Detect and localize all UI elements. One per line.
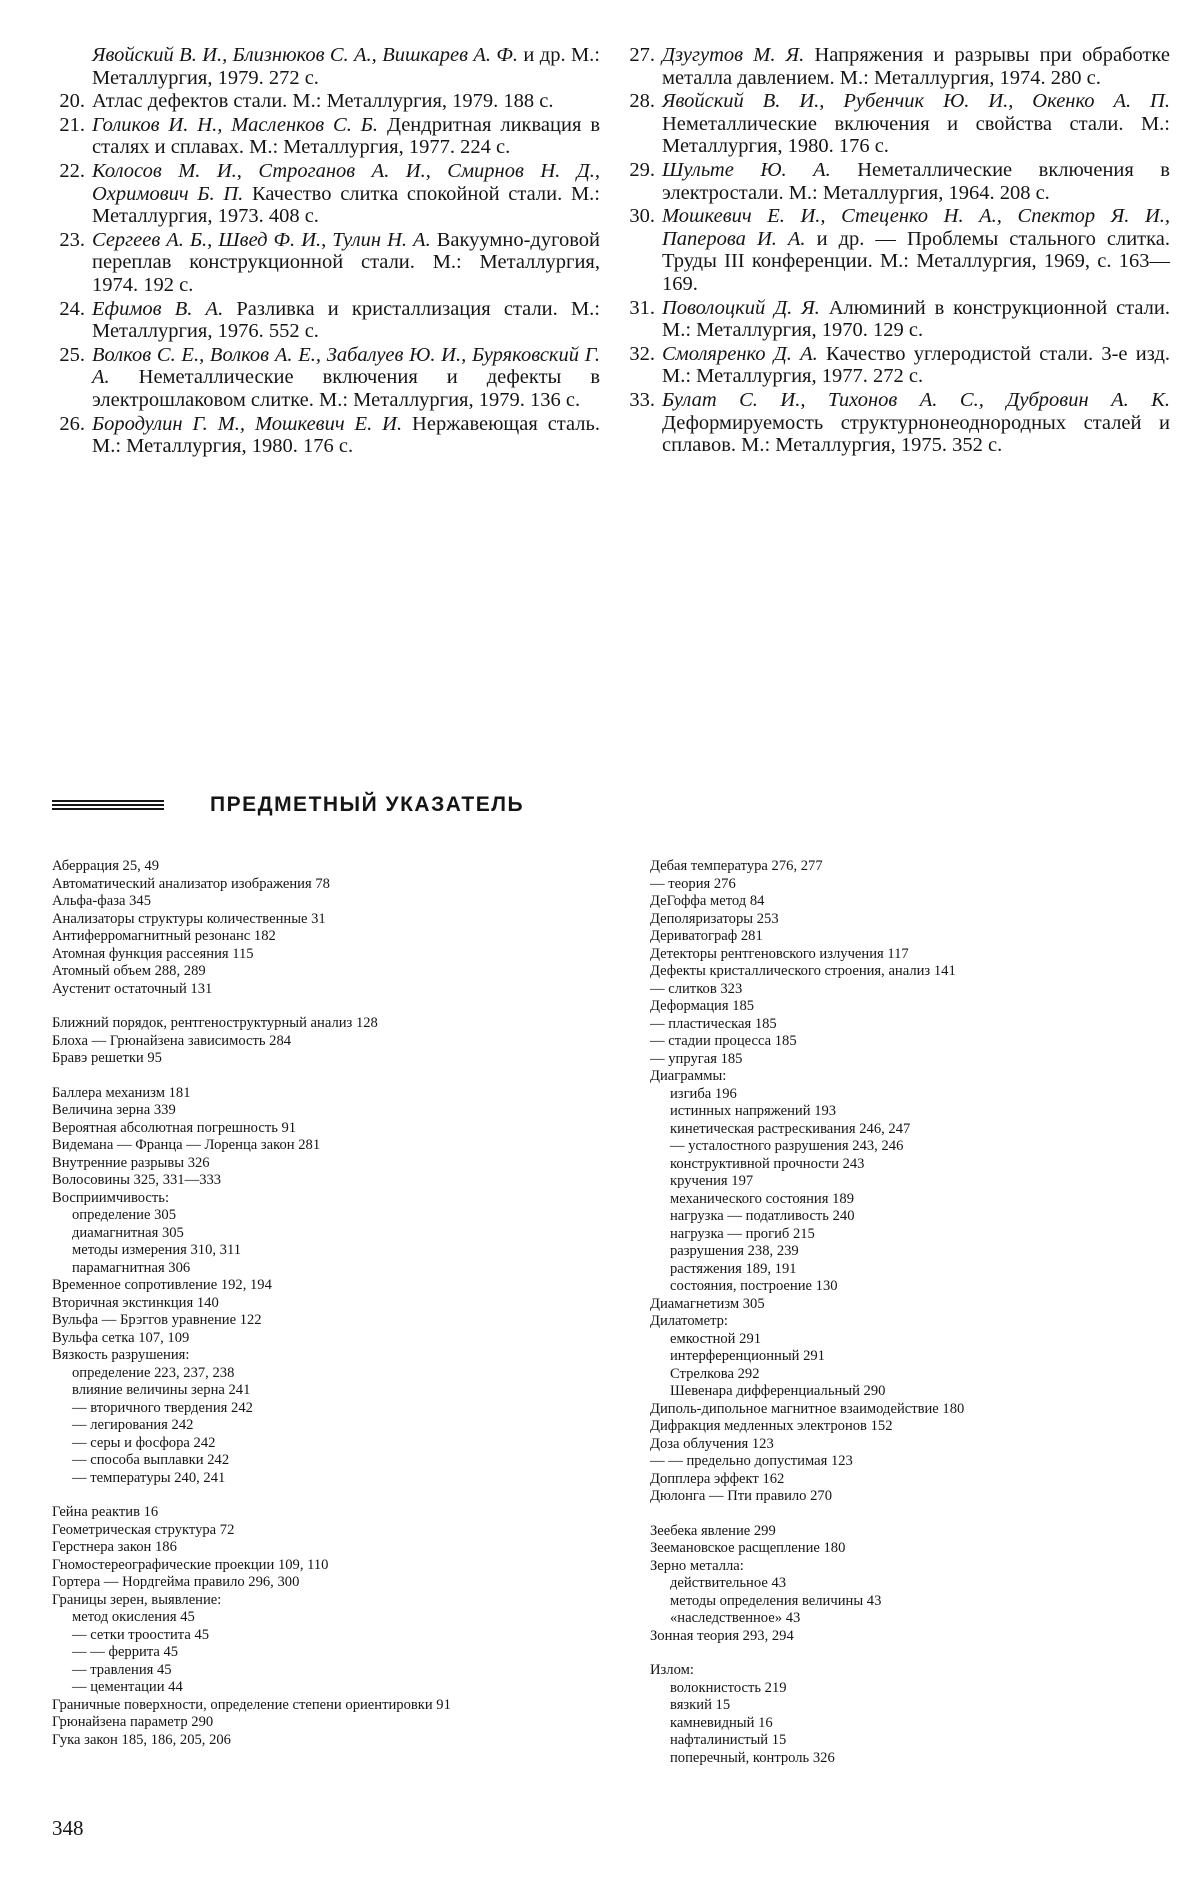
- index-subentry: — легирования 242: [72, 1417, 194, 1433]
- reference-authors: Шульте Ю. А.: [662, 158, 831, 181]
- index-subentry: — серы и фосфора 242: [72, 1434, 216, 1451]
- reference-authors: Бородулин Г. М., Мошкевич Е. И.: [92, 412, 403, 435]
- heading-rule-decoration: [52, 800, 164, 810]
- index-entry: Зеебека явление 299: [650, 1522, 776, 1539]
- index-subentry: емкостной 291: [670, 1330, 762, 1347]
- reference-number: 25.: [59, 343, 85, 366]
- reference-item: [52, 229, 600, 297]
- index-subentry: диамагнитная 305: [72, 1224, 184, 1241]
- reference-item: [52, 344, 600, 412]
- reference-item: [622, 205, 1170, 295]
- index-subentry: определение 223, 237, 238: [72, 1364, 235, 1381]
- index-entry: Дебая температура 276, 277: [650, 858, 823, 874]
- index-entry: Герстнера закон 186: [52, 1539, 177, 1555]
- index-entry: Анализаторы структуры количественные 31: [52, 910, 326, 927]
- index-entry: Зонная теория 293, 294: [650, 1627, 794, 1644]
- index-entry: — стадии процесса 185: [650, 1033, 797, 1049]
- index-subentry: нафталинистый 15: [670, 1732, 787, 1748]
- index-subentry: волокнистость 219: [670, 1679, 787, 1696]
- reference-details: Неметаллические включения и свойства стали. М.: Металлургия, 1980. 176 с.: [662, 112, 1170, 158]
- reference-details: Нержавеющая сталь. М.: Металлургия, 1980. 176 с.: [92, 412, 600, 458]
- index-subentry: кручения 197: [670, 1173, 754, 1189]
- index-entry: Аберрация 25, 49: [52, 858, 160, 874]
- reference-details: Разливка и кристаллизация стали. М.: Металлургия, 1976. 552 с.: [92, 297, 600, 343]
- index-subentry: растяжения 189, 191: [670, 1260, 797, 1277]
- index-entry: Деполяризаторы 253: [650, 910, 779, 927]
- index-entry: Временное сопротивление 192, 194: [52, 1277, 272, 1293]
- reference-text: [662, 205, 1170, 295]
- index-left-column: [52, 858, 600, 1767]
- reference-text: [92, 114, 600, 159]
- index-entry: Видемана — Франца — Лоренца закон 281: [52, 1137, 321, 1153]
- reference-text: [92, 160, 600, 228]
- reference-details: Напряжения и разрывы при обработке металла давлением. М.: Металлургия, 1974. 280 с.: [662, 44, 1170, 89]
- index-subentry: — температуры 240, 241: [72, 1469, 226, 1486]
- index-entry: Дилатометр:: [650, 1313, 728, 1329]
- references-left-column: [52, 44, 600, 459]
- reference-item: [52, 44, 600, 89]
- reference-authors: Явойский В. И., Рубенчик Ю. И., Окенко А. П.: [662, 90, 1170, 113]
- index-entry: Восприимчивость:: [52, 1189, 169, 1206]
- references-right-column: [622, 44, 1170, 459]
- index-subentry: — цементации 44: [72, 1679, 183, 1695]
- index-subentry: истинных напряжений 193: [670, 1103, 837, 1119]
- index-entry: Аустенит остаточный 131: [52, 980, 213, 997]
- reference-authors: Сергеев А. Б., Швед Ф. И., Тулин Н. А.: [92, 228, 431, 251]
- index-entry: Граничные поверхности, определение степени ориентировки 91: [52, 1696, 451, 1713]
- index-entry: Вероятная абсолютная погрешность 91: [52, 1119, 297, 1136]
- index-entry: — слитков 323: [650, 980, 743, 997]
- index-subentry: — сетки троостита 45: [72, 1626, 210, 1643]
- reference-details: Качество углеродистой стали. 3-е изд. М.: Металлургия, 1977. 272 с.: [662, 342, 1170, 388]
- reference-authors: Дзугутов М. Я.: [662, 44, 805, 66]
- reference-details: и др. — Проблемы стального слитка. Труды III конференции. М.: Металлургия, 1969, с. 163—169.: [662, 227, 1170, 295]
- index-entry: Баллера механизм 181: [52, 1084, 191, 1101]
- index-entry: Вязкость разрушения:: [52, 1347, 190, 1363]
- index-entry: Дериватограф 281: [650, 928, 763, 944]
- reference-number: 26.: [59, 412, 85, 435]
- reference-authors: Явойский В. И., Близнюков С. А., Вишкарев А. Ф.: [92, 44, 519, 66]
- index-subentry: камневидный 16: [670, 1714, 773, 1731]
- reference-item: [52, 298, 600, 343]
- reference-details: Качество слитка спокойной стали. М.: Металлургия, 1973. 408 с.: [92, 182, 600, 228]
- reference-item: [622, 44, 1170, 89]
- index-entry: Вульфа сетка 107, 109: [52, 1329, 190, 1346]
- index-subentry: конструктивной прочности 243: [670, 1155, 865, 1172]
- reference-details: Неметаллические включения и дефекты в электрошлаковом слитке. М.: Металлургия, 1979. 136 с.: [92, 366, 600, 411]
- reference-item: [622, 389, 1170, 457]
- reference-authors: Колосов М. И., Строганов А. И., Смирнов Н. Д., Охримович Б. П.: [92, 159, 600, 205]
- index-entry: Блоха — Грюнайзена зависимость 284: [52, 1032, 292, 1049]
- reference-authors: Волков С. Е., Волков А. Е., Забалуев Ю. И., Буряковский Г. А.: [92, 343, 600, 389]
- index-entry: ДеГоффа метод 84: [650, 893, 765, 909]
- section-heading: [52, 790, 612, 820]
- index-entry: Дюлонга — Пти правило 270: [650, 1488, 833, 1504]
- index-subentry: — — феррита 45: [72, 1644, 179, 1660]
- reference-text: [662, 343, 1170, 388]
- index-entry: Антиферромагнитный резонанс 182: [52, 928, 276, 944]
- index-subentry: нагрузка — податливость 240: [670, 1208, 855, 1224]
- index-subentry: Шевенара дифференциальный 290: [670, 1383, 886, 1399]
- index-entry: Геометрическая структура 72: [52, 1521, 235, 1538]
- index-subentry: нагрузка — прогиб 215: [670, 1225, 815, 1242]
- index-entry: Границы зерен, выявление:: [52, 1591, 222, 1608]
- index-entry: Альфа-фаза 345: [52, 893, 151, 909]
- reference-number: 22.: [59, 159, 85, 182]
- reference-item: [52, 413, 600, 458]
- reference-text: [92, 44, 600, 89]
- index-subentry: изгиба 196: [670, 1085, 737, 1102]
- index-entry: Деформация 185: [650, 998, 755, 1014]
- reference-item: [52, 90, 600, 113]
- references-section: [52, 44, 1170, 459]
- index-entry: — упругая 185: [650, 1050, 743, 1067]
- reference-details: Атлас дефектов стали. М.: Металлургия, 1979. 188 с.: [92, 90, 554, 113]
- reference-details: Вакуумно-дуговой переплав конструкционной стали. М.: Металлургия, 1974. 192 с.: [92, 228, 601, 296]
- index-entry: — — предельно допустимая 123: [650, 1453, 853, 1469]
- index-subentry: действительное 43: [670, 1575, 787, 1591]
- index-entry: Внутренние разрывы 326: [52, 1154, 210, 1171]
- index-subentry: поперечный, контроль 326: [670, 1749, 835, 1766]
- index-entry: Автоматический анализатор изображения 78: [52, 875, 330, 892]
- index-entry: Диамагнетизм 305: [650, 1295, 765, 1312]
- reference-number: 32.: [629, 342, 655, 365]
- index-entry: Излом:: [650, 1662, 694, 1678]
- reference-text: [92, 344, 600, 412]
- reference-number: 23.: [59, 228, 85, 251]
- index-right-column: [650, 858, 1170, 1767]
- reference-details: Неметаллические включения в электростали. М.: Металлургия, 1964. 208 с.: [662, 158, 1170, 204]
- index-entry: Доза облучения 123: [650, 1435, 774, 1452]
- reference-number: 21.: [59, 113, 85, 136]
- reference-item: [52, 160, 600, 228]
- reference-number: 33.: [629, 388, 655, 411]
- index-entry: Гейна реактив 16: [52, 1504, 159, 1520]
- reference-text: [662, 44, 1170, 89]
- index-subentry: — вторичного твердения 242: [72, 1399, 253, 1416]
- index-entry: Бравэ решетки 95: [52, 1050, 162, 1066]
- index-entry: Гортера — Нордгейма правило 296, 300: [52, 1574, 300, 1590]
- index-subentry: Стрелкова 292: [670, 1365, 760, 1382]
- index-subentry: — способа выплавки 242: [72, 1452, 230, 1468]
- index-entry: Зерно металла:: [650, 1557, 744, 1574]
- index-subentry: вязкий 15: [670, 1697, 731, 1713]
- reference-authors: Поволоцкий Д. Я.: [662, 296, 820, 319]
- reference-number: 30.: [629, 205, 655, 228]
- index-subentry: кинетическая растрескивания 246, 247: [670, 1120, 911, 1137]
- index-entry: Атомный объем 288, 289: [52, 963, 206, 979]
- index-subentry: механического состояния 189: [670, 1190, 854, 1207]
- index-entry: Вторичная экстинкция 140: [52, 1294, 219, 1311]
- reference-number: 27.: [629, 44, 655, 66]
- subject-index: [52, 858, 1170, 1767]
- reference-text: [662, 389, 1170, 457]
- reference-text: [662, 159, 1170, 204]
- index-entry: Дифракция медленных электронов 152: [650, 1418, 893, 1434]
- index-subentry: метод окисления 45: [72, 1609, 195, 1625]
- reference-text: [662, 297, 1170, 342]
- reference-number: [52, 44, 92, 89]
- index-entry: Ближний порядок, рентгеноструктурный анализ 128: [52, 1015, 378, 1031]
- reference-text: [92, 413, 600, 458]
- index-entry: Диаграммы:: [650, 1068, 727, 1084]
- reference-number: 24.: [59, 297, 85, 320]
- index-subentry: влияние величины зерна 241: [72, 1382, 251, 1398]
- index-subentry: состояния, построение 130: [670, 1278, 838, 1294]
- reference-authors: Голиков И. Н., Масленков С. Б.: [92, 113, 379, 136]
- page-number: 348: [52, 1816, 84, 1840]
- index-subentry: — травления 45: [72, 1661, 172, 1678]
- reference-number: 28.: [629, 90, 655, 113]
- index-subentry: определение 305: [72, 1207, 176, 1223]
- index-entry: Диполь-дипольное магнитное взаимодействие 180: [650, 1400, 965, 1417]
- index-entry: Дефекты кристаллического строения, анализ 141: [650, 963, 956, 979]
- index-subentry: разрушения 238, 239: [670, 1243, 799, 1259]
- reference-number: 20.: [59, 90, 85, 113]
- reference-authors: Булат С. И., Тихонов А. С., Дубровин А. К.: [662, 388, 1170, 411]
- reference-item: [622, 90, 1170, 158]
- reference-details: Дендритная ликвация в сталях и сплавах. М.: Металлургия, 1977. 224 с.: [92, 113, 600, 159]
- index-entry: Гномостереографические проекции 109, 110: [52, 1556, 329, 1573]
- reference-item: [622, 159, 1170, 204]
- reference-item: [622, 343, 1170, 388]
- reference-authors: Мошкевич Е. И., Стеценко Н. А., Спектор Я. И., Паперова И. А.: [662, 205, 1170, 250]
- reference-details: Деформируемость структурнонеоднородных сталей и сплавов. М.: Металлургия, 1975. 352 с.: [662, 411, 1170, 457]
- index-entry: — теория 276: [650, 875, 736, 892]
- index-subentry: — усталостного разрушения 243, 246: [670, 1138, 904, 1154]
- reference-text: [662, 90, 1170, 158]
- index-entry: Вульфа — Брэггов уравнение 122: [52, 1312, 262, 1328]
- index-subentry: методы определения величины 43: [670, 1592, 882, 1609]
- index-subentry: интерференционный 291: [670, 1348, 825, 1364]
- reference-text: [92, 90, 600, 113]
- index-entry: Волосовины 325, 331—333: [52, 1172, 222, 1188]
- reference-details: Алюминий в конструкционной стали. М.: Металлургия, 1970. 129 с.: [662, 296, 1170, 342]
- index-subentry: парамагнитная 306: [72, 1259, 191, 1276]
- index-entry: Допплера эффект 162: [650, 1470, 785, 1487]
- index-entry: Грюнайзена параметр 290: [52, 1714, 214, 1730]
- index-subentry: «наследственное» 43: [670, 1610, 801, 1626]
- reference-text: [92, 229, 600, 297]
- index-entry: Величина зерна 339: [52, 1102, 176, 1118]
- reference-item: [622, 297, 1170, 342]
- index-subentry: методы измерения 310, 311: [72, 1242, 242, 1258]
- section-title: ПРЕДМЕТНЫЙ УКАЗАТЕЛЬ: [210, 793, 525, 816]
- reference-authors: Смоляренко Д. А.: [662, 342, 818, 365]
- reference-text: [92, 298, 600, 343]
- index-entry: Детекторы рентгеновского излучения 117: [650, 945, 909, 962]
- index-entry: Атомная функция рассеяния 115: [52, 945, 254, 962]
- reference-authors: Ефимов В. А.: [92, 297, 224, 320]
- index-entry: Зеемановское расщепление 180: [650, 1540, 846, 1556]
- index-entry: — пластическая 185: [650, 1015, 777, 1032]
- reference-details: и др. М.: Металлургия, 1979. 272 с.: [92, 44, 600, 89]
- index-entry: Гука закон 185, 186, 205, 206: [52, 1731, 231, 1748]
- reference-number: 31.: [629, 296, 655, 319]
- reference-item: [52, 114, 600, 159]
- reference-number: 29.: [629, 158, 655, 181]
